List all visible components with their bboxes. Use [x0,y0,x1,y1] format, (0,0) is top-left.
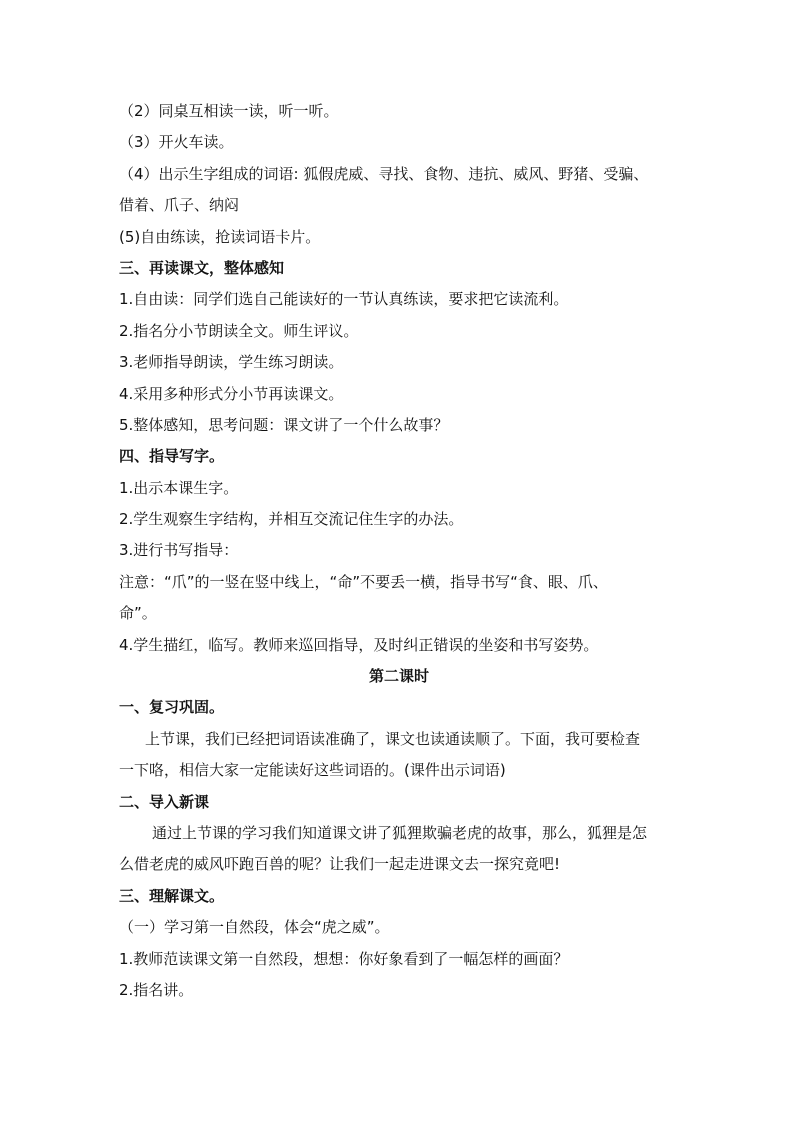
text-line: 借着、爪子、纳闷 [119,196,240,215]
text-line: （2）同桌互相读一读，听一听。 [119,102,339,120]
text-line: 2.指名分小节朗读全文。师生评议。 [119,321,359,340]
text-line: 上节课，我们已经把词语读准确了，课文也读通读顺了。下面，我可要检查 [145,729,641,748]
text-line: （3）开火车读。 [119,133,234,152]
text-line: 3.进行书写指导： [119,541,239,560]
text-line: 1.自由读：同学们选自己能读好的一节认真练读，要求把它读流利。 [119,290,569,309]
lesson-title: 第二课时 [368,667,429,686]
section-heading: 三、理解课文。 [119,886,225,905]
text-line: 通过上节课的学习我们知道课文讲了狐狸欺骗老虎的故事，那么，狐狸是怎 [152,823,648,842]
text-line: 么借老虎的威风吓跑百兽的呢？让我们一起走进课文去一探究竟吧! [119,855,561,874]
text-line: 2.指名讲。 [119,980,194,999]
document-page [119,96,679,1006]
text-line: 4.采用多种形式分小节再读课文。 [119,384,344,403]
text-line: （4）出示生字组成的词语: 狐假虎威、寻找、食物、违抗、威风、野猪、受骗、 [119,164,649,183]
text-line: 命”。 [119,604,157,623]
text-line: 3.老师指导朗读，学生练习朗读。 [119,353,344,372]
text-line: 4.学生描红，临写。教师来巡回指导，及时纠正错误的坐姿和书写姿势。 [119,635,599,654]
text-line: （一）学习第一自然段，体会“虎之威”。 [119,918,390,937]
section-heading: 三、再读课文，整体感知 [119,258,285,277]
text-line: 5.整体感知，思考问题：课文讲了一个什么故事？ [119,415,449,434]
text-line: (5)自由练读，抢读词语卡片。 [119,227,321,246]
text-line: 一下咯，相信大家一定能读好这些词语的。(课件出示词语) [119,761,506,780]
text-line: 2.学生观察生字结构，并相互交流记住生字的办法。 [119,510,464,529]
section-heading: 一、复习巩固。 [119,698,225,717]
text-line: 注意：“爪”的一竖在竖中线上，“命”不要丢一横，指导书写“食、眼、爪、 [119,572,608,591]
text-line: 1.出示本课生字。 [119,478,239,497]
text-line: 1.教师范读课文第一自然段，想想：你好象看到了一幅怎样的画面？ [119,949,569,968]
section-heading: 四、指导写字。 [119,447,225,466]
section-heading: 二、导入新课 [119,792,210,811]
